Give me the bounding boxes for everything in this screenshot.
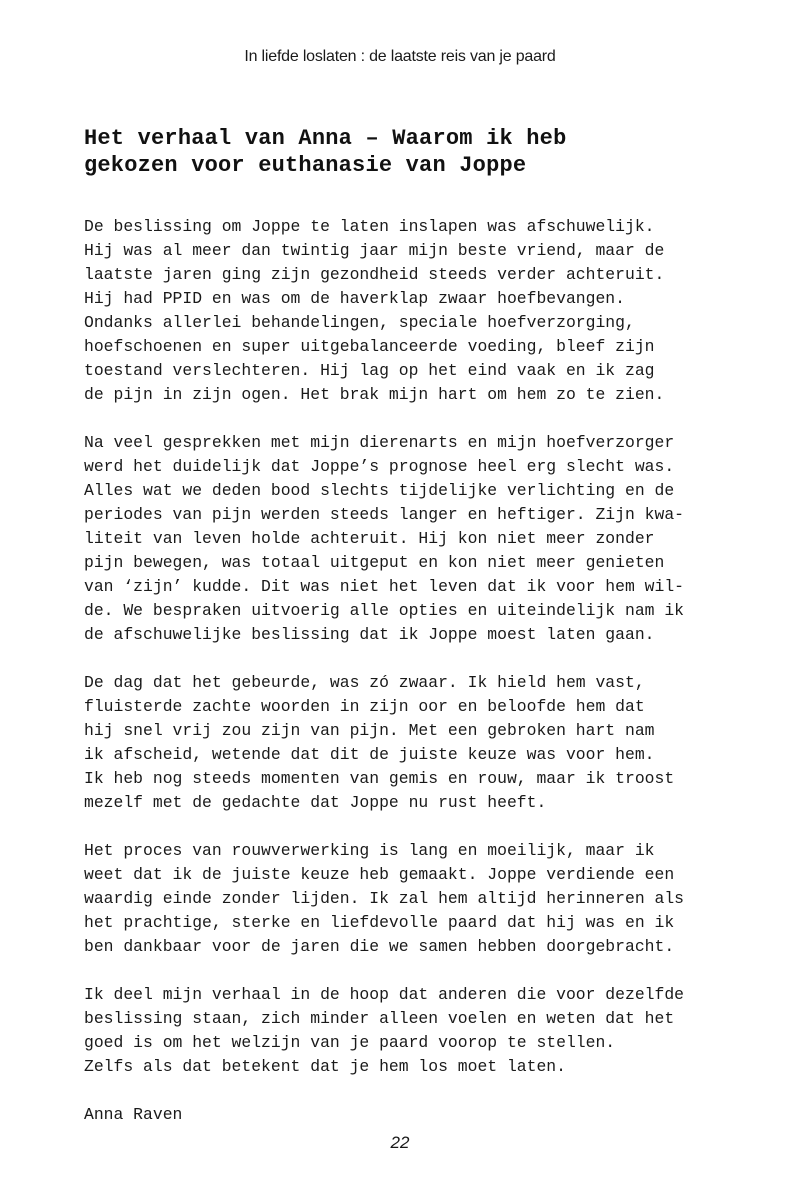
chapter-title: Het verhaal van Anna – Waarom ik heb gekozen voor euthanasie van Joppe [84, 126, 567, 178]
author-signature: Anna Raven [84, 1105, 183, 1124]
page-content [84, 125, 724, 1127]
running-header: In liefde loslaten : de laatste reis van je paard [244, 48, 556, 65]
paragraph-farewell: De dag dat het gebeurde, was zó zwaar. Ik hield hem vast, fluisterde zachte woorden in zijn oor en beloofde hem dat hij snel vrij zou zijn van pijn. Met een gebroken hart nam ik afscheid, wetende dat dit de juiste keuze was voor hem. Ik heb nog steeds momenten van gemis en rouw, maar ik troost mezelf met de gedachte dat Joppe nu rust heeft. [84, 673, 675, 812]
paragraph-grief: Het proces van rouwverwerking is lang en moeilijk, maar ik weet dat ik de juiste keuze heb gemaakt. Joppe verdiende een waardig einde zonder lijden. Ik zal hem altijd herinneren als het prachtige, sterke en liefdevolle paard dat hij was en ik ben dankbaar voor de jaren die we samen hebben doorgebracht. [84, 841, 684, 956]
page-number: 22 [390, 1133, 410, 1152]
paragraph-prognosis: Na veel gesprekken met mijn dierenarts en mijn hoefverzorger werd het duidelijk dat Joppe’s prognose heel erg slecht was. Alles wat we deden bood slechts tijdelijke verlichting en de periodes van pijn werden steeds langer en heftiger. Zijn kwa- liteit van leven holde achteruit. Hij kon niet meer zonder pijn bewegen, was totaal uitgeput en kon niet meer genieten van ‘zijn’ kudde. Dit was niet het leven dat ik voor hem wil- de. We bespraken uitvoerig alle opties en uiteindelijk nam ik de afschuwelijke beslissing dat ik Joppe moest laten gaan. [84, 433, 684, 644]
paragraph-decision: De beslissing om Joppe te laten inslapen was afschuwelijk. Hij was al meer dan twintig jaar mijn beste vriend, maar de laatste jaren ging zijn gezondheid steeds verder achteruit. Hij had PPID en was om de haverklap zwaar hoefbevangen. Ondanks allerlei behandelingen, speciale hoefverzorging, hoefschoenen en super uitgebalanceerde voeding, bleef zijn toestand verslechteren. Hij lag op het eind vaak en ik zag de pijn in zijn ogen. Het brak mijn hart om hem zo te zien. [84, 217, 665, 404]
paragraph-sharing: Ik deel mijn verhaal in de hoop dat anderen die voor dezelfde beslissing staan, zich minder alleen voelen en weten dat het goed is om het welzijn van je paard voorop te stellen. Zelfs als dat betekent dat je hem los moet laten. [84, 985, 684, 1076]
